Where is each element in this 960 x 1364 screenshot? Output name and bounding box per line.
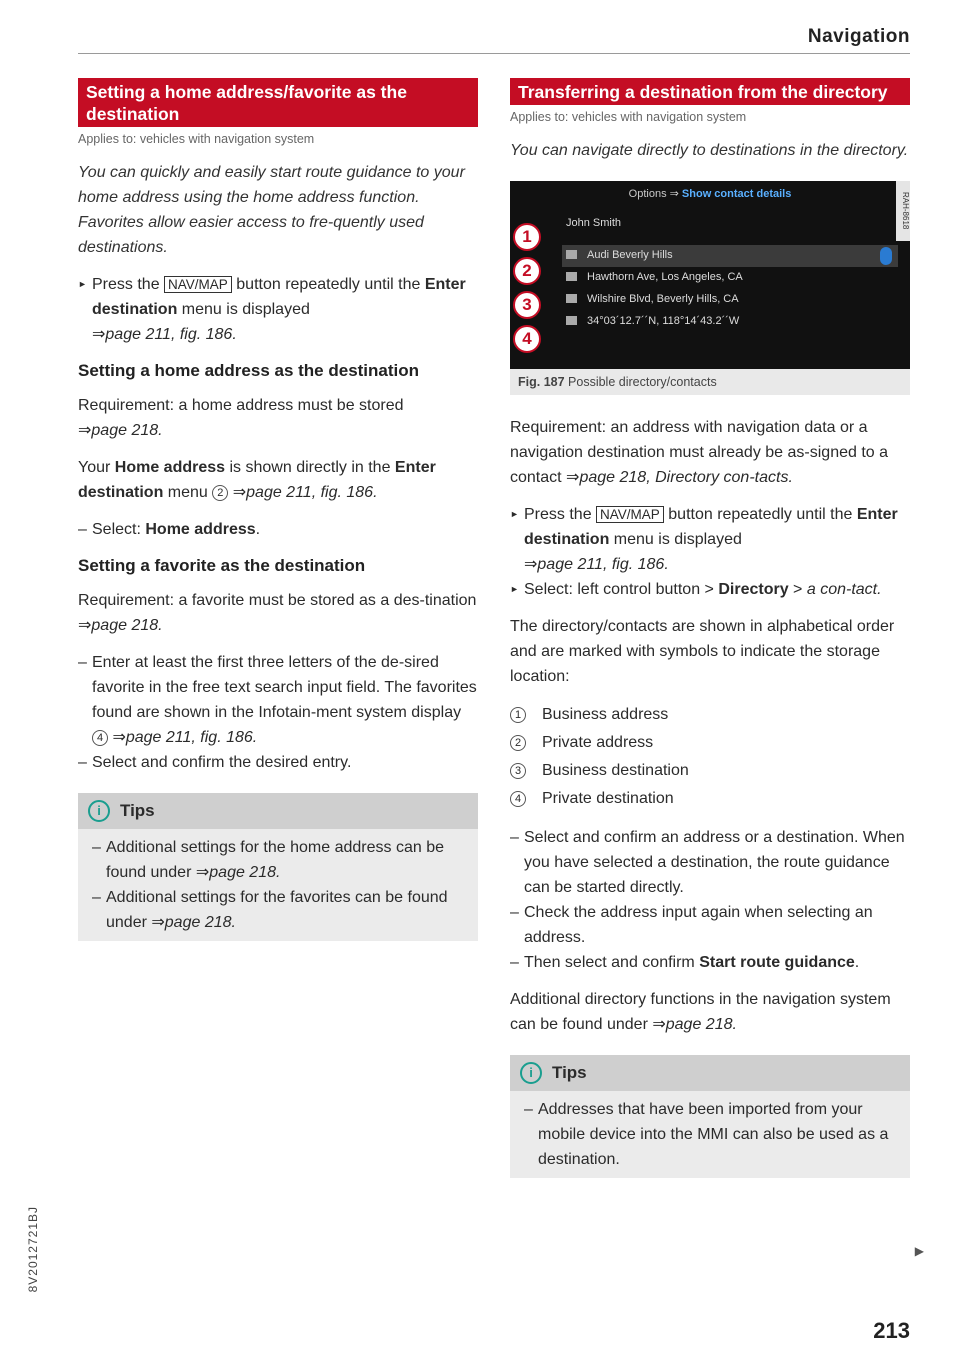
page-ref-link[interactable]: ⇒page 218, Directory con-tacts. <box>566 469 793 486</box>
callout-number: 2 <box>212 485 228 501</box>
legend-item: 1 Business address <box>510 701 910 729</box>
page-ref-link[interactable]: ⇒page 218. <box>151 914 236 931</box>
tips-header: i Tips <box>510 1055 910 1091</box>
section-title: Navigation <box>807 26 910 47</box>
figure-code: RAH-8618 <box>896 181 910 241</box>
figure-options-bar: Options ⇒ Show contact details <box>628 188 792 200</box>
document-code: 8V2012721BJ <box>26 1206 40 1293</box>
private-address-icon <box>566 272 577 281</box>
figure-caption: Fig. 187 Possible directory/contacts <box>510 369 910 395</box>
left-tips-box <box>78 793 478 941</box>
additional-functions: Additional directory functions in the navigation system can be found under ⇒page 218. <box>510 991 891 1033</box>
figure-row: 34°03´12.7´´N, 118°14´43.2´´W <box>566 315 739 327</box>
directory-description: The directory/contacts are shown in alphabetical order and are marked with symbols to indicate the storage location: <box>510 618 895 685</box>
figure-row: Audi Beverly Hills <box>566 249 673 261</box>
right-step-press-navmap: ► Press the NAV/MAP button repeatedly until the Enter destination menu is displayed ⇒page 211, fig. 186. <box>510 502 910 577</box>
home-heading: Setting a home address as the destination <box>78 361 420 380</box>
right-step-select-directory: ► Select: left control button > Directory > a con-tact. <box>510 577 910 602</box>
favorite-requirement: Requirement: a favorite must be stored as a des-tination ⇒page 218. <box>78 592 477 634</box>
page-ref-link[interactable]: ⇒page 218. <box>652 1016 737 1033</box>
continue-arrow-icon: ▶ <box>914 1244 924 1258</box>
tip-item: – Additional settings for the home address can be found under ⇒page 218. <box>92 835 464 885</box>
tip-item: – Addresses that have been imported from your mobile device into the MMI can also be used as a destination. <box>524 1097 896 1172</box>
favorite-step-select: – Select and confirm the desired entry. <box>78 750 478 775</box>
right-intro: You can navigate directly to destinations in the directory. <box>510 142 909 159</box>
callout-2: 2 <box>513 257 541 285</box>
business-address-icon <box>566 250 577 259</box>
page-ref-link[interactable]: ⇒page 211, fig. 186. <box>112 729 258 746</box>
tips-header: i Tips <box>78 793 478 829</box>
left-intro: You can quickly and easily start route guidance to your home address using the home address function. Favorites allow easier access to fre-quently used destinations. <box>78 164 465 256</box>
info-icon: i <box>520 1062 542 1084</box>
right-requirement: Requirement: an address with navigation data or a navigation destination must already be as-signed to a contact ⇒page 218, Directory con-tacts. <box>510 419 889 486</box>
page-ref-link[interactable]: ⇒page 218. <box>195 864 281 881</box>
header-divider <box>78 53 910 54</box>
page-ref-link[interactable]: ⇒page 211, fig. 186. <box>524 556 669 573</box>
left-column <box>78 78 478 941</box>
nav-map-key: NAV/MAP <box>164 276 232 293</box>
left-applies: Applies to: vehicles with navigation system <box>78 132 315 146</box>
page-ref-link[interactable]: ⇒page 218. <box>78 422 163 439</box>
page-ref-link[interactable]: ⇒page 218. <box>78 617 163 634</box>
bluetooth-icon <box>880 247 892 265</box>
right-heading: Transferring a destination from the directory <box>510 78 910 105</box>
callout-1: 1 <box>513 223 541 251</box>
right-tips-box <box>510 1055 910 1178</box>
page-ref-link[interactable]: ⇒page 211, fig. 186. <box>232 484 378 501</box>
business-destination-icon <box>566 294 577 303</box>
favorite-step-enter: – Enter at least the first three letters of the de-sired favorite in the free text search input field. The favorites found are shown in the Infotain-ment system display 4 ⇒page 211, fig. 186. <box>78 650 478 750</box>
page-ref-link[interactable]: ⇒page 211, fig. 186. <box>92 326 237 343</box>
home-description: Your Home address is shown directly in the Enter destination menu 2 ⇒page 211, fig. 186. <box>78 459 436 501</box>
legend-item: 4 Private destination <box>510 785 910 813</box>
home-select-step: – Select: Home address. <box>78 517 478 542</box>
left-heading: Setting a home address/favorite as the destination <box>78 78 478 127</box>
info-icon: i <box>88 800 110 822</box>
legend-item: 2 Private address <box>510 729 910 757</box>
callout-number: 4 <box>92 730 108 746</box>
right-applies: Applies to: vehicles with navigation system <box>510 110 747 124</box>
private-destination-icon <box>566 316 577 325</box>
tip-item: – Additional settings for the favorites can be found under ⇒page 218. <box>92 885 464 935</box>
callout-3: 3 <box>513 291 541 319</box>
legend-item: 3 Business destination <box>510 757 910 785</box>
figure-contact-name: John Smith <box>566 217 622 229</box>
favorite-heading: Setting a favorite as the destination <box>78 556 366 575</box>
left-step-press-navmap: ► Press the NAV/MAP button repeatedly until the Enter destination menu is displayed ⇒page 211, fig. 186. <box>78 272 478 347</box>
nav-map-key: NAV/MAP <box>596 506 664 523</box>
home-requirement: Requirement: a home address must be stored ⇒page 218. <box>78 397 404 439</box>
right-column <box>510 78 910 1178</box>
right-step-check: – Check the address input again when selecting an address. <box>510 900 910 950</box>
symbol-legend <box>510 701 910 813</box>
mmi-directory-figure <box>510 181 910 369</box>
figure-row: Hawthorn Ave, Los Angeles, CA <box>566 271 743 283</box>
callout-4: 4 <box>513 325 541 353</box>
right-step-start: – Then select and confirm Start route guidance. <box>510 950 910 975</box>
right-step-confirm: – Select and confirm an address or a destination. When you have selected a destination, the route guidance can be started directly. <box>510 825 910 900</box>
page-number: 213 <box>873 1318 910 1343</box>
figure-row: Wilshire Blvd, Beverly Hills, CA <box>566 293 739 305</box>
